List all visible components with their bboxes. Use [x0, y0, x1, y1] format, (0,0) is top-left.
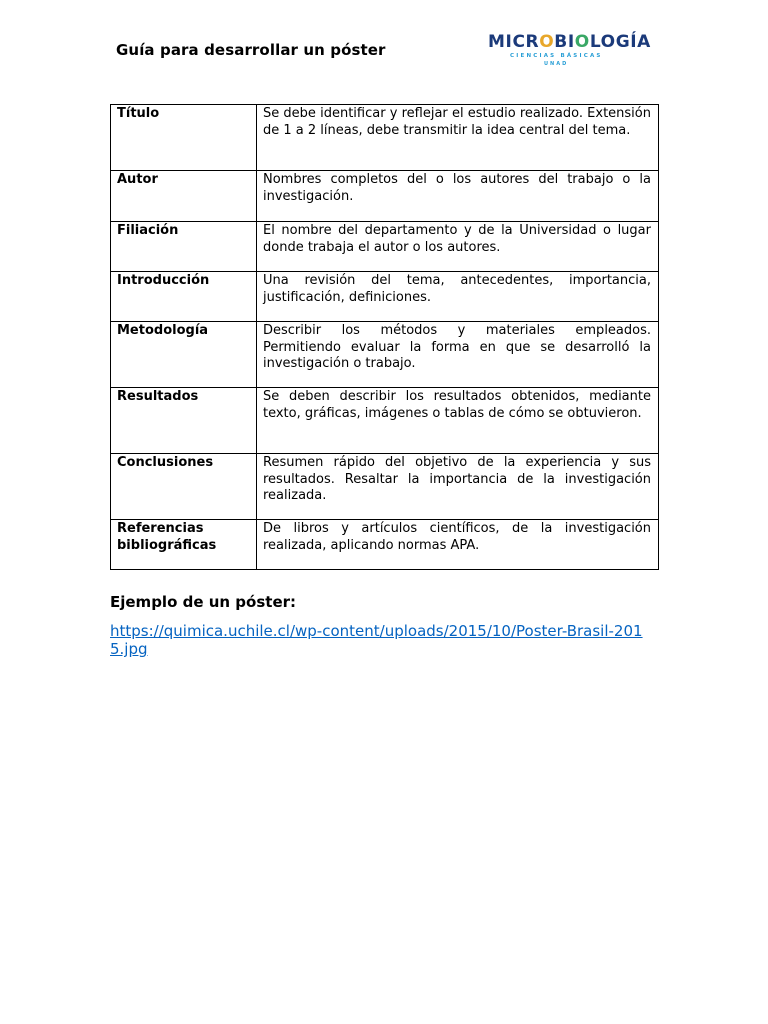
- logo-subtitle-unad: UNAD: [544, 61, 569, 67]
- row-label: Filiación: [111, 222, 257, 272]
- row-label: Autor: [111, 171, 257, 222]
- row-description: Una revisión del tema, antecedentes, importancia, justificación, definiciones.: [257, 272, 659, 322]
- page-title: Guía para desarrollar un póster: [116, 41, 386, 59]
- table-row: [111, 520, 659, 570]
- row-description: Se debe identificar y reflejar el estudio realizado. Extensión de 1 a 2 líneas, debe transmitir la idea central del tema.: [257, 105, 659, 171]
- table-row: [111, 388, 659, 454]
- row-label: Introducción: [111, 272, 257, 322]
- table-row: [111, 454, 659, 520]
- poster-guide-table: [110, 104, 659, 570]
- row-description: Se deben describir los resultados obtenidos, mediante texto, gráficas, imágenes o tablas de cómo se obtuvieron.: [257, 388, 659, 454]
- row-label: Referencias bibliográficas: [111, 520, 257, 570]
- example-poster-link[interactable]: https://quimica.uchile.cl/wp-content/uploads/2015/10/Poster-Brasil-2015.jpg: [110, 622, 643, 658]
- row-label: Conclusiones: [111, 454, 257, 520]
- row-label: Resultados: [111, 388, 257, 454]
- row-description: Nombres completos del o los autores del trabajo o la investigación.: [257, 171, 659, 222]
- microbiologia-logo: [488, 32, 651, 68]
- row-description: De libros y artículos científicos, de la investigación realizada, aplicando normas APA.: [257, 520, 659, 570]
- table-row: [111, 105, 659, 171]
- row-description: El nombre del departamento y de la Universidad o lugar donde trabaja el autor o los autores.: [257, 222, 659, 272]
- example-heading: Ejemplo de un póster:: [110, 593, 297, 611]
- table-row: [111, 222, 659, 272]
- row-label: Título: [111, 105, 257, 171]
- logo-wordmark: MICROBIOLOGÍA: [488, 32, 651, 52]
- row-description: Resumen rápido del objetivo de la experiencia y sus resultados. Resaltar la importancia de la investigación realizada.: [257, 454, 659, 520]
- table-row: [111, 171, 659, 222]
- row-description: Describir los métodos y materiales empleados. Permitiendo evaluar la forma en que se desarrolló la investigación o trabajo.: [257, 322, 659, 388]
- logo-subtitle: CIENCIAS BÁSICAS: [510, 53, 603, 59]
- table-row: [111, 272, 659, 322]
- row-label: Metodología: [111, 322, 257, 388]
- table-row: [111, 322, 659, 388]
